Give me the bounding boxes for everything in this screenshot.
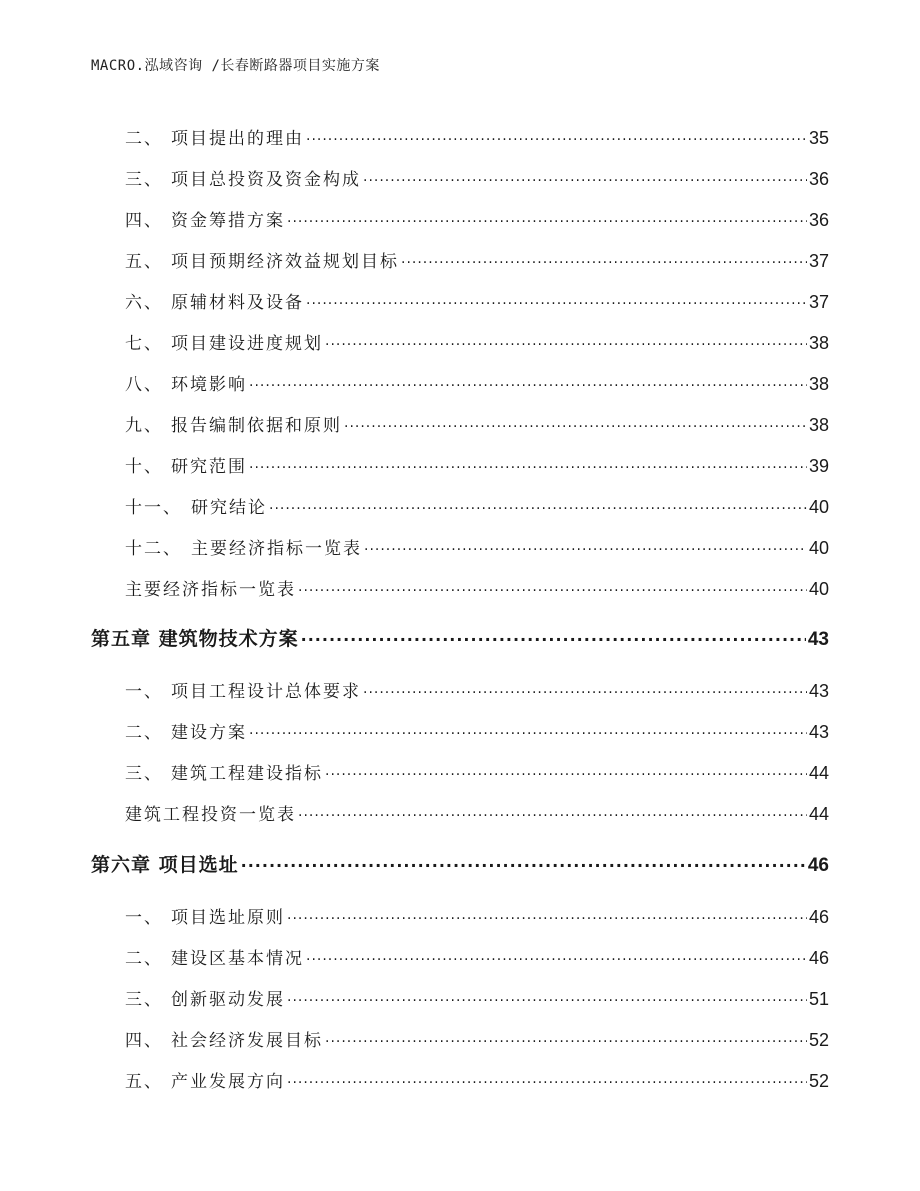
toc-page-number: 52	[808, 1071, 829, 1091]
toc-page-number: 46	[808, 948, 829, 968]
toc-page-number: 38	[808, 374, 829, 394]
toc-entry-label	[125, 1067, 285, 1092]
toc-entry[interactable]	[0, 1026, 920, 1051]
toc-dot-leader	[249, 455, 807, 472]
toc-page-number: 43	[807, 629, 829, 650]
toc-entry[interactable]	[0, 493, 920, 518]
toc-entry-label	[125, 677, 361, 702]
toc-entry-title: 主要经济指标一览表	[191, 539, 362, 559]
toc-entry-title: 项目选址原则	[171, 908, 285, 928]
toc-page-number: 51	[808, 989, 829, 1009]
toc-dot-leader	[364, 537, 807, 554]
toc-entry-number: 二、	[125, 723, 163, 743]
toc-entry-number: 十二、	[125, 539, 182, 559]
toc-entry-label	[125, 1026, 323, 1051]
toc-dot-leader	[306, 947, 807, 964]
toc-entry[interactable]	[0, 575, 920, 600]
toc-entry-label	[91, 624, 299, 651]
toc-entry-label	[125, 452, 247, 477]
toc-page-number: 43	[808, 681, 829, 701]
toc-entry-title: 环境影响	[171, 375, 247, 395]
toc-entry-title: 主要经济指标一览表	[125, 580, 296, 600]
toc-entry-label	[125, 124, 304, 149]
toc-dot-leader	[287, 988, 807, 1005]
toc-entry-number: 二、	[125, 129, 163, 149]
toc-entry-title: 建设方案	[171, 723, 247, 743]
toc-chapter-entry[interactable]	[0, 624, 920, 651]
toc-dot-leader	[298, 578, 807, 595]
toc-entry-number: 八、	[125, 375, 163, 395]
toc-entry-title: 建筑工程投资一览表	[125, 805, 296, 825]
toc-page-number: 38	[808, 333, 829, 353]
toc-entry-title: 产业发展方向	[171, 1072, 285, 1092]
toc-entry-title: 项目总投资及资金构成	[171, 170, 361, 190]
toc-dot-leader	[298, 803, 807, 820]
toc-entry-title: 第五章 建筑物技术方案	[91, 628, 299, 650]
toc-entry[interactable]	[0, 452, 920, 477]
toc-entry-label	[125, 718, 247, 743]
toc-entry[interactable]	[0, 985, 920, 1010]
toc-dot-leader	[325, 762, 807, 779]
toc-dot-leader	[287, 209, 807, 226]
toc-entry-number: 九、	[125, 416, 163, 436]
toc-entry[interactable]	[0, 206, 920, 231]
toc-entry-label	[125, 944, 304, 969]
toc-entry-number: 四、	[125, 211, 163, 231]
toc-dot-leader	[269, 496, 807, 513]
toc-dot-leader	[241, 852, 806, 871]
toc-entry-number: 五、	[125, 252, 163, 272]
toc-page-number: 36	[808, 169, 829, 189]
toc-page-number: 40	[808, 579, 829, 599]
toc-entry[interactable]	[0, 411, 920, 436]
toc-entry-label	[125, 493, 267, 518]
toc-page-number: 40	[808, 538, 829, 558]
toc-entry-label	[125, 370, 247, 395]
toc-entry-number: 七、	[125, 334, 163, 354]
toc-entry-label	[125, 165, 361, 190]
toc-dot-leader	[249, 721, 807, 738]
toc-entry-number: 三、	[125, 764, 163, 784]
toc-entry-label	[125, 800, 296, 825]
toc-entry-label	[125, 759, 323, 784]
toc-entry[interactable]	[0, 903, 920, 928]
toc-entry-number: 十一、	[125, 498, 182, 518]
toc-entry[interactable]	[0, 165, 920, 190]
toc-entry-label	[125, 534, 362, 559]
toc-page-number: 44	[808, 804, 829, 824]
toc-entry-label	[125, 575, 296, 600]
toc-entry[interactable]	[0, 534, 920, 559]
toc-page-number: 46	[808, 907, 829, 927]
toc-entry-label	[125, 206, 285, 231]
toc-entry-label	[91, 850, 239, 877]
toc-page-number: 36	[808, 210, 829, 230]
toc-page-number: 43	[808, 722, 829, 742]
toc-entry[interactable]	[0, 247, 920, 272]
toc-entry-label	[125, 903, 285, 928]
toc-entry-label	[125, 329, 323, 354]
toc-entry[interactable]	[0, 124, 920, 149]
toc-entry-title: 建筑工程建设指标	[171, 764, 323, 784]
running-header: MACRO.泓域咨询 /长春断路器项目实施方案	[91, 58, 380, 74]
toc-dot-leader	[306, 127, 807, 144]
toc-entry[interactable]	[0, 718, 920, 743]
toc-entry-number: 二、	[125, 949, 163, 969]
toc-entry-number: 三、	[125, 170, 163, 190]
toc-page-number: 35	[808, 128, 829, 148]
toc-entry-title: 建设区基本情况	[171, 949, 304, 969]
toc-entry-title: 社会经济发展目标	[171, 1031, 323, 1051]
toc-entry[interactable]	[0, 800, 920, 825]
toc-page-number: 37	[808, 292, 829, 312]
toc-entry-label	[125, 985, 285, 1010]
toc-dot-leader	[344, 414, 807, 431]
toc-page-number: 52	[808, 1030, 829, 1050]
toc-entry[interactable]	[0, 1067, 920, 1092]
toc-entry-title: 创新驱动发展	[171, 990, 285, 1010]
toc-entry-title: 第六章 项目选址	[91, 854, 239, 876]
toc-entry-number: 四、	[125, 1031, 163, 1051]
toc-chapter-entry[interactable]	[0, 850, 920, 877]
toc-page-number: 44	[808, 763, 829, 783]
toc-entry-number: 十、	[125, 457, 163, 477]
toc-entry-title: 原辅材料及设备	[171, 293, 304, 313]
toc-entry-label	[125, 411, 342, 436]
toc-dot-leader	[363, 680, 807, 697]
toc-dot-leader	[249, 373, 807, 390]
toc-entry[interactable]	[0, 329, 920, 354]
toc-entry-label	[125, 288, 304, 313]
toc-entry-label	[125, 247, 399, 272]
toc-entry-number: 一、	[125, 682, 163, 702]
toc-entry[interactable]	[0, 944, 920, 969]
toc-dot-leader	[306, 291, 807, 308]
toc-dot-leader	[287, 1070, 807, 1087]
toc-dot-leader	[301, 626, 806, 645]
toc-entry-title: 研究结论	[191, 498, 267, 518]
toc-entry-title: 报告编制依据和原则	[171, 416, 342, 436]
toc-entry[interactable]	[0, 288, 920, 313]
toc-entry[interactable]	[0, 677, 920, 702]
toc-entry-title: 研究范围	[171, 457, 247, 477]
toc-page-number: 46	[807, 855, 829, 876]
toc-dot-leader	[325, 332, 807, 349]
toc-dot-leader	[363, 168, 807, 185]
toc-entry-title: 项目工程设计总体要求	[171, 682, 361, 702]
toc-entry-title: 项目提出的理由	[171, 129, 304, 149]
toc-dot-leader	[325, 1029, 807, 1046]
toc-entry-title: 项目建设进度规划	[171, 334, 323, 354]
toc-entry-number: 一、	[125, 908, 163, 928]
toc-entry[interactable]	[0, 370, 920, 395]
toc-page-number: 37	[808, 251, 829, 271]
toc-dot-leader	[401, 250, 807, 267]
toc-entry-number: 六、	[125, 293, 163, 313]
toc-entry[interactable]	[0, 759, 920, 784]
toc-dot-leader	[287, 906, 807, 923]
toc-page-number: 38	[808, 415, 829, 435]
toc-entry-number: 五、	[125, 1072, 163, 1092]
toc-entry-number: 三、	[125, 990, 163, 1010]
toc-entry-title: 项目预期经济效益规划目标	[171, 252, 399, 272]
toc-page-number: 40	[808, 497, 829, 517]
toc-page-number: 39	[808, 456, 829, 476]
toc-entry-title: 资金筹措方案	[171, 211, 285, 231]
